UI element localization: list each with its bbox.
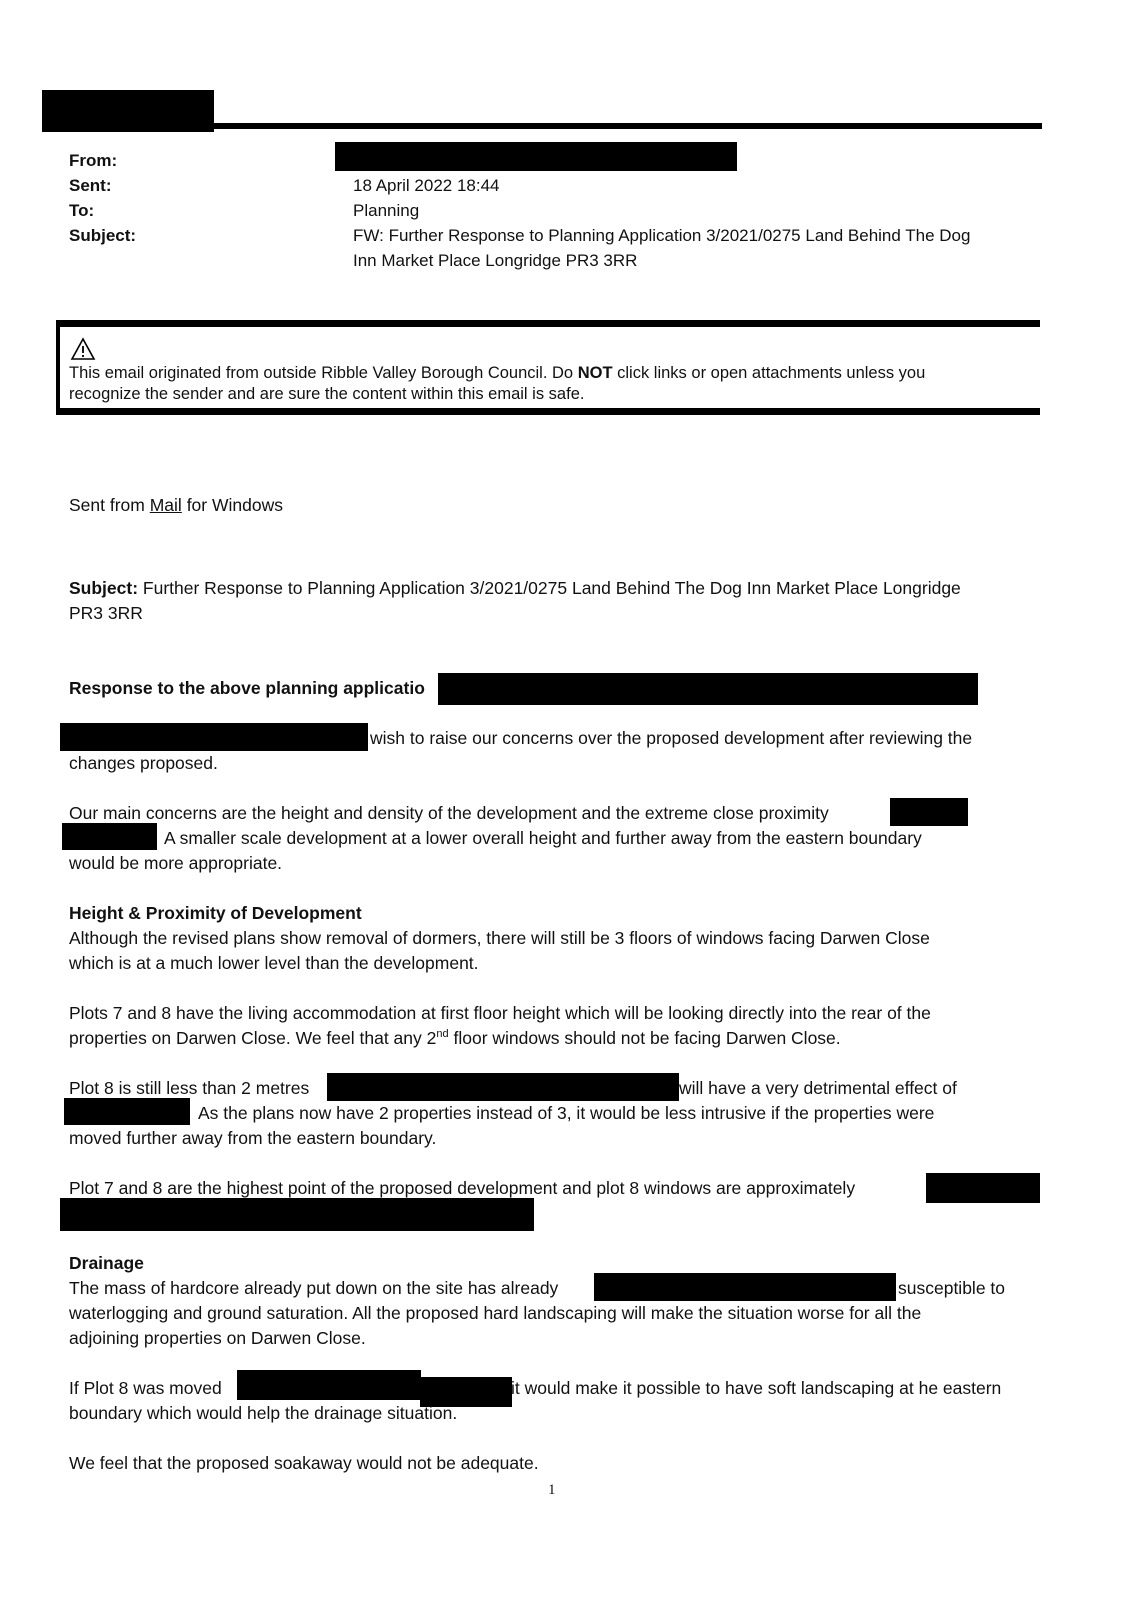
p8-line1-pre: If Plot 8 was moved: [69, 1378, 222, 1398]
subject-label: Subject:: [69, 226, 137, 245]
redacted-proximity-detail-b: [62, 823, 157, 850]
subject-value-line2: Inn Market Place Longridge PR3 3RR: [353, 251, 638, 270]
p7-line3: adjoining properties on Darwen Close.: [69, 1328, 366, 1348]
p2-line3: would be more appropriate.: [69, 853, 283, 873]
p2-line2: A smaller scale development at a lower overall height and further away from the eastern boundary: [164, 828, 922, 848]
p4-line1: Plots 7 and 8 have the living accommodation at first floor height which will be looking directly into the rear of the: [69, 1003, 931, 1023]
warning-text-line1: This email originated from outside Ribble Valley Borough Council. Do NOT click links or open attachments unless you: [69, 364, 926, 382]
p2-line1: Our main concerns are the height and density of the development and the extreme close proximity: [69, 803, 829, 823]
p1-line1: wish to raise our concerns over the proposed development after reviewing the: [370, 728, 973, 748]
header-rule: [200, 123, 1042, 129]
redacted-sender-block: [42, 90, 214, 132]
redacted-proximity-detail-a: [890, 798, 968, 826]
redacted-move-detail-a: [237, 1370, 421, 1400]
redacted-names: [60, 723, 368, 751]
p7-line1-pre: The mass of hardcore already put down on the site has already: [69, 1278, 559, 1298]
from-label: From:: [69, 151, 118, 170]
sent-value: 18 April 2022 18:44: [353, 176, 500, 195]
height-heading: Height & Proximity of Development: [69, 903, 362, 923]
redacted-from-value: [335, 142, 737, 171]
mail-link[interactable]: Mail: [149, 495, 182, 515]
to-label: To:: [69, 201, 95, 220]
redacted-distance-detail: [327, 1073, 679, 1101]
p5-line1-pre: Plot 8 is still less than 2 metres: [69, 1078, 310, 1098]
p8-line1-post: it would make it possible to have soft landscaping at he eastern: [511, 1378, 1002, 1398]
sent-label: Sent:: [69, 176, 112, 195]
mail-signature: Sent from Mail for Windows: [69, 495, 283, 515]
p8-line2: boundary which would help the drainage situation.: [69, 1403, 458, 1423]
p3-line2: which is at a much lower level than the development.: [69, 953, 479, 973]
redacted-height-detail-b: [60, 1198, 534, 1231]
subject-value-line1: FW: Further Response to Planning Application 3/2021/0275 Land Behind The Dog: [353, 226, 971, 245]
response-heading: Response to the above planning applicatio: [69, 678, 425, 698]
p7-line1-post: susceptible to: [898, 1278, 1006, 1298]
p5-line1-post: will have a very detrimental effect of: [679, 1078, 957, 1098]
warning-text-line2: recognize the sender and are sure the content within this email is safe.: [69, 385, 585, 403]
body-subject-line1: Subject: Further Response to Planning Application 3/2021/0275 Land Behind The Dog Inn Market Place Longridge: [69, 578, 961, 598]
p9-line1: We feel that the proposed soakaway would not be adequate.: [69, 1453, 539, 1473]
p7-line2: waterlogging and ground saturation. All the proposed hard landscaping will make the situation worse for all the: [69, 1303, 922, 1323]
p5-line3: moved further away from the eastern boundary.: [69, 1128, 437, 1148]
drainage-heading: Drainage: [69, 1253, 144, 1273]
p1-line2: changes proposed.: [69, 753, 218, 773]
page-number: 1: [548, 1482, 556, 1498]
p5-line2: As the plans now have 2 properties instead of 3, it would be less intrusive if the properties were: [198, 1103, 935, 1123]
to-value: Planning: [353, 201, 420, 220]
warning-banner-bottom-border: [56, 408, 1040, 415]
warning-not-emphasis: NOT: [577, 364, 613, 382]
body-subject-line2: PR3 3RR: [69, 603, 143, 623]
p6-line1: Plot 7 and 8 are the highest point of the proposed development and plot 8 windows are approximately: [69, 1178, 856, 1198]
redacted-drainage-detail: [594, 1273, 896, 1301]
p3-line1: Although the revised plans show removal of dormers, there will still be 3 floors of windows facing Darwen Close: [69, 928, 930, 948]
warning-triangle-icon: [70, 337, 96, 361]
p4-line2: properties on Darwen Close. We feel that any 2nd floor windows should not be facing Darwen Close.: [69, 1028, 841, 1048]
redacted-response-detail: [438, 673, 978, 705]
redacted-effect-detail: [64, 1098, 190, 1125]
redacted-height-detail-a: [926, 1173, 1040, 1203]
